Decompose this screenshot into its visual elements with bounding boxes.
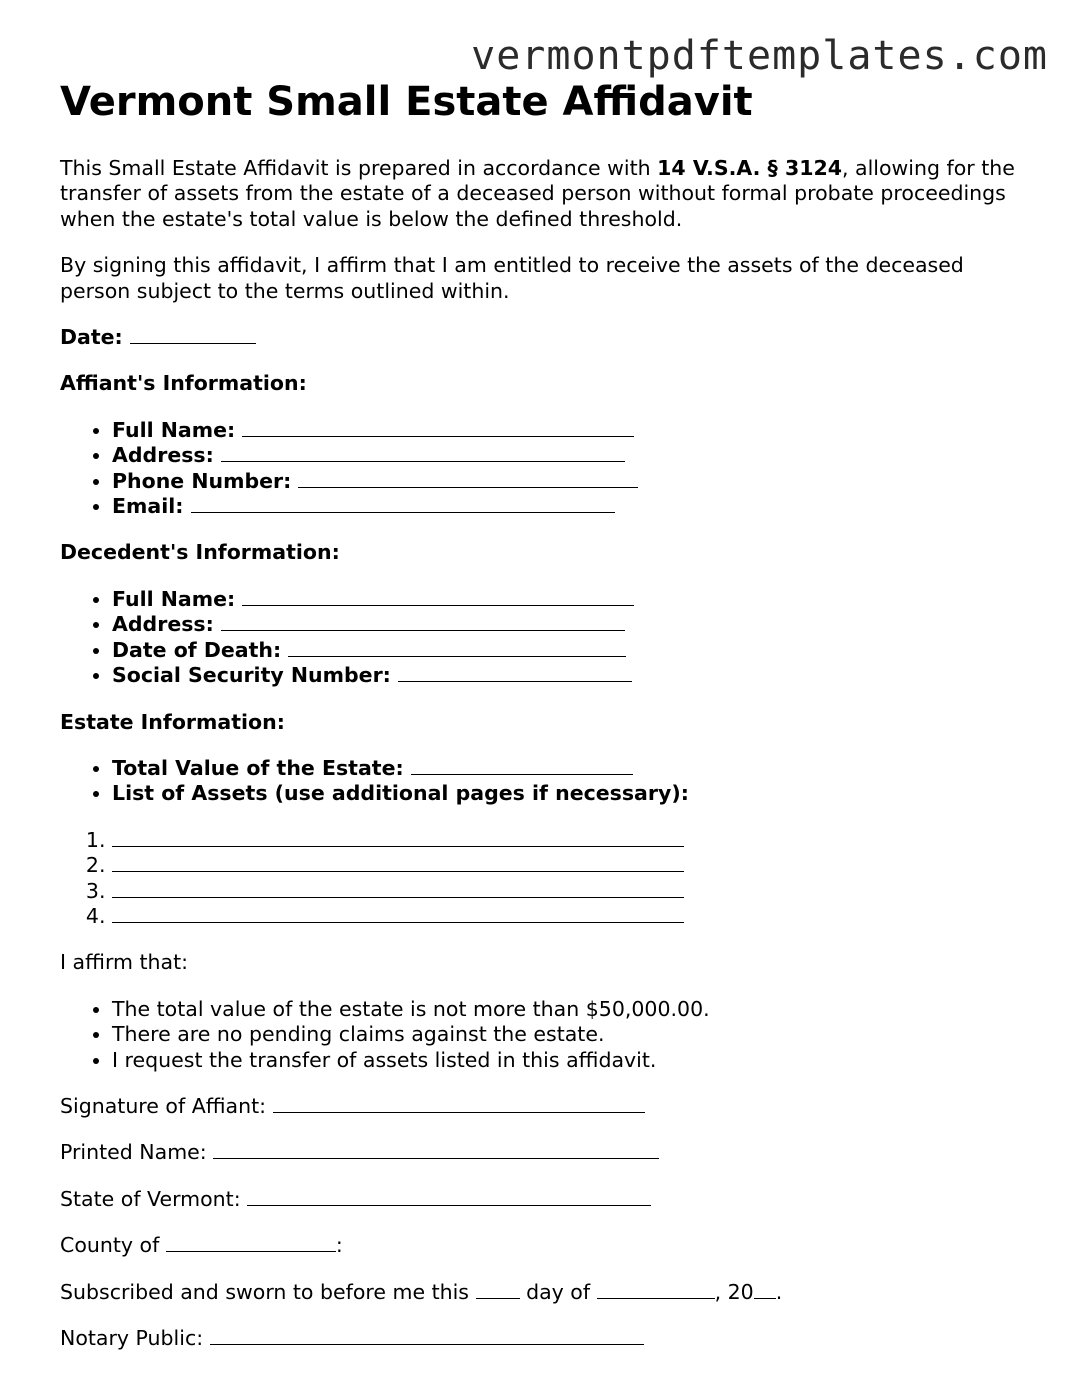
intro-text-1: This Small Estate Affidavit is prepared in accordance with: [60, 156, 658, 180]
notary-field[interactable]: [210, 1326, 644, 1345]
sworn-text-3: , 20: [714, 1279, 754, 1304]
affirm-intro: I affirm that:: [60, 950, 189, 975]
estate-heading: Estate Information:: [60, 709, 285, 734]
asset-field-3[interactable]: [112, 879, 684, 898]
list-item: • I request the transfer of assets listed in this affidavit.: [112, 1048, 1020, 1073]
asset-item: [112, 853, 1020, 878]
page-title: Vermont Small Estate Affidavit: [60, 79, 753, 125]
form-body: [60, 156, 1020, 1372]
affiant-full-name-label: Full Name:: [112, 417, 236, 442]
list-item: • The total value of the estate is not more than $50,000.00.: [112, 997, 1020, 1022]
list-item: [112, 587, 1020, 612]
asset-field-2[interactable]: [112, 853, 684, 872]
list-item: [112, 638, 1020, 663]
sworn-text-1: Subscribed and sworn to before me this: [60, 1279, 469, 1304]
signature-label: Signature of Affiant:: [60, 1093, 267, 1118]
decedent-address-field[interactable]: [221, 612, 625, 631]
county-label: County of: [60, 1233, 160, 1258]
affiant-address-field[interactable]: [221, 443, 625, 462]
watermark: vermontpdftemplates.com: [471, 33, 1048, 79]
printed-name-line: [60, 1140, 1020, 1165]
asset-field-1[interactable]: [112, 828, 684, 847]
affiant-full-name-field[interactable]: [242, 418, 634, 437]
signature-field[interactable]: [273, 1094, 645, 1113]
date-label: Date:: [60, 325, 123, 350]
affiant-email-field[interactable]: [191, 494, 615, 513]
affirmation-paragraph: By signing this affidavit, I affirm that I am entitled to receive the assets of the deceased person subject to the terms outlined within.: [60, 253, 964, 303]
date-line: [60, 325, 1020, 350]
list-item: [112, 612, 1020, 637]
intro-paragraph: [60, 156, 1020, 232]
sworn-month-field[interactable]: [597, 1280, 715, 1299]
decedent-date-of-death-field[interactable]: [288, 638, 626, 657]
decedent-ssn-field[interactable]: [398, 663, 632, 682]
list-item: [112, 443, 1020, 468]
state-line: [60, 1187, 1020, 1212]
decedent-date-of-death-label: Date of Death:: [112, 637, 282, 662]
decedent-ssn-label: Social Security Number:: [112, 663, 391, 688]
asset-item: [112, 904, 1020, 929]
assets-list: [60, 828, 1020, 930]
affiant-address-label: Address:: [112, 443, 214, 468]
sworn-text-2: day of: [526, 1279, 591, 1304]
decedent-list: [60, 587, 1020, 689]
affiant-phone-label: Phone Number:: [112, 468, 292, 493]
state-field[interactable]: [247, 1187, 651, 1206]
sworn-text-4: .: [775, 1279, 783, 1304]
sworn-line: [60, 1280, 1020, 1305]
decedent-address-label: Address:: [112, 612, 214, 637]
county-field[interactable]: [166, 1233, 336, 1252]
list-item: • There are no pending claims against the estate.: [112, 1022, 1020, 1047]
sworn-year-field[interactable]: [754, 1280, 776, 1299]
estate-total-value-label: Total Value of the Estate:: [112, 755, 404, 780]
decedent-full-name-label: Full Name:: [112, 586, 236, 611]
list-item: [112, 469, 1020, 494]
county-suffix: :: [335, 1233, 343, 1258]
asset-item: [112, 879, 1020, 904]
affiant-list: [60, 418, 1020, 520]
estate-list-assets-label: List of Assets (use additional pages if necessary):: [112, 781, 689, 806]
affirm-list: [60, 997, 1020, 1073]
list-item: [112, 756, 1020, 781]
list-item: [112, 418, 1020, 443]
date-field[interactable]: [130, 325, 256, 344]
printed-name-field[interactable]: [213, 1140, 659, 1159]
decedent-heading: Decedent's Information:: [60, 540, 340, 565]
affiant-phone-field[interactable]: [298, 469, 638, 488]
decedent-full-name-field[interactable]: [242, 587, 634, 606]
asset-field-4[interactable]: [112, 904, 684, 923]
list-item: [112, 494, 1020, 519]
state-label: State of Vermont:: [60, 1186, 241, 1211]
estate-total-value-field[interactable]: [411, 756, 633, 775]
list-item: [112, 663, 1020, 688]
notary-line: [60, 1326, 1020, 1351]
asset-item: [112, 828, 1020, 853]
county-line: [60, 1233, 1020, 1258]
printed-name-label: Printed Name:: [60, 1140, 207, 1165]
statute-reference: 14 V.S.A. § 3124: [657, 156, 842, 180]
affiant-heading: Affiant's Information:: [60, 371, 307, 396]
intro-text-2: , allowing for the transfer of assets from the estate of a deceased person without formal probate proceedings when the estate's total value is below the defined threshold.: [60, 156, 1015, 231]
list-item: [112, 781, 1020, 806]
estate-list: [60, 756, 1020, 807]
affiant-email-label: Email:: [112, 494, 184, 519]
sworn-day-field[interactable]: [476, 1280, 520, 1299]
signature-line: [60, 1094, 1020, 1119]
notary-label: Notary Public:: [60, 1326, 204, 1350]
